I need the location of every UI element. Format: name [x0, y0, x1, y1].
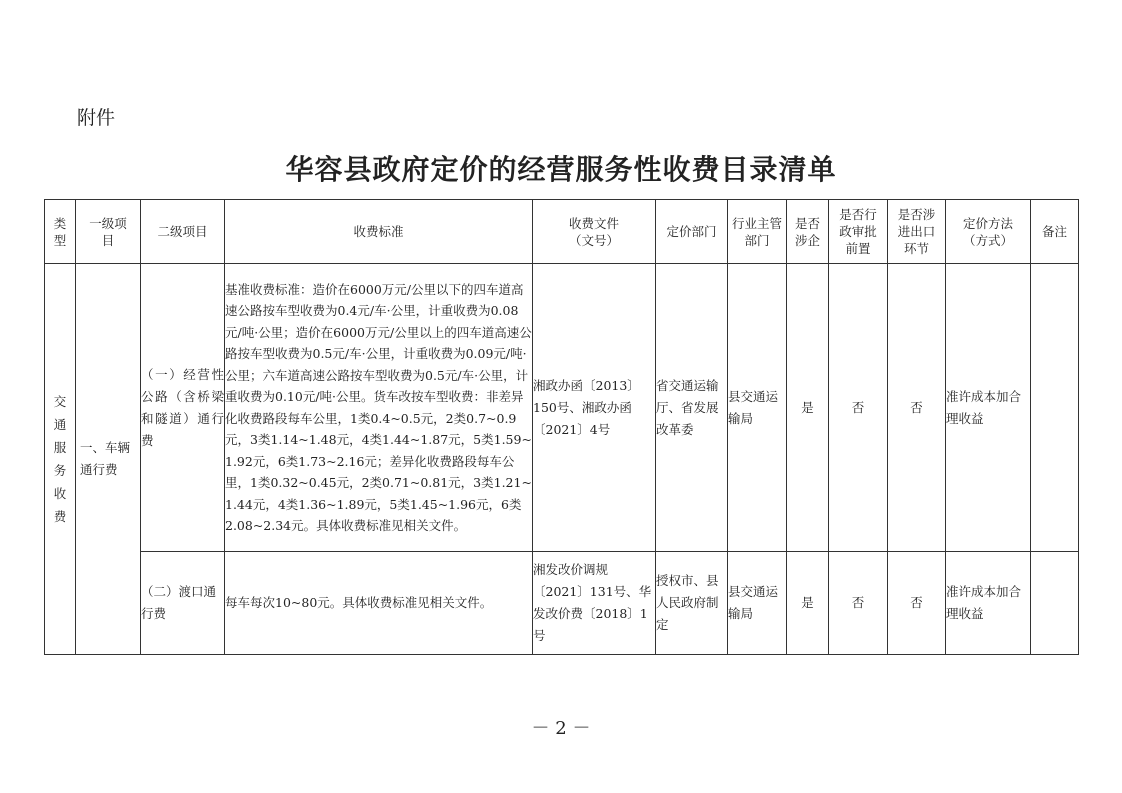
type-label: 交通服务收费: [53, 394, 67, 524]
header-level1: 一级项目: [76, 200, 141, 264]
type-cell: [45, 264, 76, 655]
pricing-dept-cell: 省交通运输厅、省发展改革委: [656, 264, 728, 552]
header-pre-approval: 是否行政审批前置: [829, 200, 888, 264]
pre-approval-cell: 否: [829, 264, 888, 552]
pre-approval-cell: 否: [829, 552, 888, 655]
header-pricing-dept: 定价部门: [656, 200, 728, 264]
fee-catalog-table: [44, 199, 1079, 655]
import-export-cell: 否: [888, 264, 946, 552]
admin-dept-cell: 县交通运输局: [728, 264, 787, 552]
page-title: 华容县政府定价的经营服务性收费目录清单: [285, 153, 837, 186]
level1-cell: [76, 264, 141, 655]
remarks-cell: [1031, 552, 1079, 655]
level2-label: （一）经营性公路（含桥梁和隧道）通行费: [141, 366, 224, 448]
header-enterprise: 是否涉企: [787, 200, 829, 264]
standard-cell: 基准收费标准：造价在6000万元/公里以下的四车道高速公路按车型收费为0.4元/车·公里，计重收费为0.08元/吨·公里；造价在6000万元/公里以上的四车道高速公路按车型收费为0.5元/车·公里，计重收费为0.09元/吨·公里；六车道高速公路按车型收费为0.5元/车·公里，计重收费为0.10元/吨·公里。货车改按车型收费：非差异化收费路段每车公里，1类0.4~0.5元，2类0.7~0.9元，3类1.14~1.48元，4类1.44~1.87元，5类1.59~1.92元，6类1.73~2.16元；差异化收费路段每车公里，1类0.32~0.45元，2类0.71~0.81元，3类1.21~1.44元，4类1.36~1.89元，5类1.45~1.96元，6类2.08~2.34元。具体收费标准见相关文件。: [225, 264, 533, 552]
header-standard: 收费标准: [225, 200, 533, 264]
header-remarks: 备注: [1031, 200, 1079, 264]
header-import-export: 是否涉进出口环节: [888, 200, 946, 264]
import-export-cell: 否: [888, 552, 946, 655]
header-type: 类型: [45, 200, 76, 264]
level2-cell: （二）渡口通行费: [141, 552, 225, 655]
header-admin-dept: 行业主管部门: [728, 200, 787, 264]
standard-cell: 每车每次10~80元。具体收费标准见相关文件。: [225, 552, 533, 655]
attachment-label: 附件: [77, 107, 116, 129]
header-level2: 二级项目: [141, 200, 225, 264]
table-row: [45, 552, 1079, 655]
remarks-cell: [1031, 264, 1079, 552]
enterprise-cell: 是: [787, 264, 829, 552]
table-header-row: [45, 200, 1079, 264]
table-row: [45, 264, 1079, 552]
admin-dept-cell: 县交通运输局: [728, 552, 787, 655]
document-cell: 湘政办函〔2013〕150号、湘政办函〔2021〕4号: [533, 264, 656, 552]
header-method: 定价方法（方式）: [946, 200, 1031, 264]
header-document: 收费文件（文号）: [533, 200, 656, 264]
enterprise-cell: 是: [787, 552, 829, 655]
page-number: － 2 －: [531, 718, 591, 739]
method-cell: 准许成本加合理收益: [946, 552, 1031, 655]
level2-cell: [141, 264, 225, 552]
method-cell: 准许成本加合理收益: [946, 264, 1031, 552]
document-cell: 湘发改价调规〔2021〕131号、华发改价费〔2018〕1号: [533, 552, 656, 655]
level1-label: 一、车辆通行费: [80, 440, 131, 477]
pricing-dept-cell: 授权市、县人民政府制定: [656, 552, 728, 655]
